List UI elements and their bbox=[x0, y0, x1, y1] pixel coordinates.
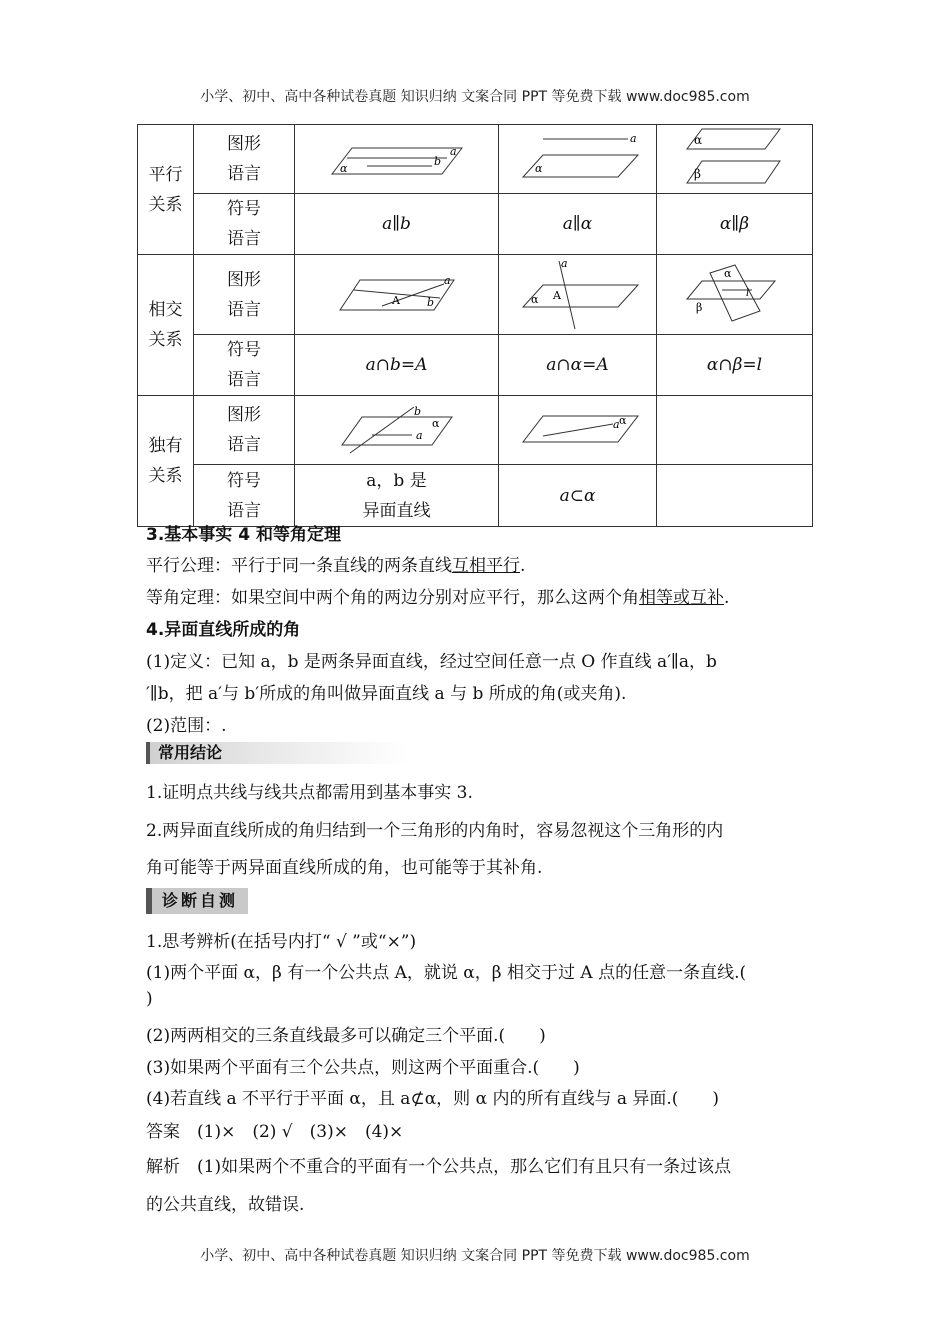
symbol-cell: a∩b=A bbox=[295, 335, 499, 396]
question-1-line-2: ) bbox=[146, 989, 153, 1009]
conclusion-2-line-2: 角可能等于两异面直线所成的角，也可能等于其补角. bbox=[146, 858, 543, 878]
label-text: 语言 bbox=[227, 500, 261, 521]
category-label: 相交 bbox=[148, 300, 183, 320]
line-plane-intersect-diagram bbox=[513, 259, 643, 331]
label-text: 图形 bbox=[227, 405, 261, 425]
figure-line-plane-parallel bbox=[499, 125, 657, 194]
symbol-cell bbox=[295, 465, 499, 527]
svg-text:a: a bbox=[629, 132, 637, 145]
figure-plane-plane-parallel bbox=[657, 125, 813, 194]
equal-angle-theorem bbox=[146, 583, 729, 608]
symbol-cell: α∩β=l bbox=[657, 335, 813, 396]
category-cell bbox=[138, 396, 194, 527]
underlined-answer: 互相平行 bbox=[452, 556, 520, 576]
analysis-line-2: 的公共直线，故错误. bbox=[146, 1195, 305, 1215]
svg-text:α: α bbox=[534, 162, 542, 175]
parallel-axiom bbox=[146, 551, 525, 576]
svg-text:A: A bbox=[391, 293, 400, 307]
figure-label-cell bbox=[194, 255, 295, 335]
definition-line-1: (1)定义：已知 a，b 是两条异面直线，经过空间任意一点 O 作直线 a′∥a，b bbox=[146, 652, 717, 672]
table-row bbox=[138, 465, 813, 527]
table-row bbox=[138, 335, 813, 396]
empty-cell bbox=[657, 465, 813, 527]
question-2: (2)两两相交的三条直线最多可以确定三个平面.( ) bbox=[146, 1026, 546, 1046]
label-text: 图形 bbox=[227, 134, 261, 154]
table-row bbox=[138, 396, 813, 465]
question-title: 1.思考辨析(在括号内打“ √ ”或“×”) bbox=[146, 932, 417, 952]
figure-skew-lines bbox=[295, 396, 499, 465]
svg-text:a: a bbox=[449, 145, 457, 158]
label-text: 符号 bbox=[227, 340, 261, 360]
figure-line-plane-intersect bbox=[499, 255, 657, 335]
svg-text:b: b bbox=[433, 155, 441, 168]
question-3: (3)如果两个平面有三个公共点，则这两个平面重合.( ) bbox=[146, 1058, 580, 1078]
symbol-cell: α∥β bbox=[657, 194, 813, 255]
figure-label-cell bbox=[194, 396, 295, 465]
symbol-label-cell bbox=[194, 465, 295, 527]
symbol-cell: a⊂α bbox=[499, 465, 657, 527]
category-label: 关系 bbox=[148, 194, 183, 215]
question-4: (4)若直线 a 不平行于平面 α，且 a⊄α，则 α 内的所有直线与 a 异面.( ) bbox=[146, 1089, 720, 1109]
table-row bbox=[138, 125, 813, 194]
label-text: 语言 bbox=[227, 164, 261, 184]
svg-text:α: α bbox=[530, 292, 538, 306]
plane-plane-intersect-diagram bbox=[680, 263, 790, 327]
category-label: 平行 bbox=[148, 164, 183, 185]
page-footer: 小学、初中、高中各种试卷真题 知识归纳 文案合同 PPT 等免费下载 www.doc985.com bbox=[200, 1248, 750, 1264]
relation-table bbox=[137, 124, 813, 527]
label-text: 语言 bbox=[227, 370, 261, 390]
svg-text:b: b bbox=[413, 405, 421, 418]
empty-cell bbox=[657, 396, 813, 465]
label-text: 符号 bbox=[227, 199, 261, 219]
category-label: 关系 bbox=[148, 466, 183, 486]
svg-text:α: α bbox=[339, 162, 347, 175]
svg-text:A: A bbox=[552, 288, 561, 302]
table-row bbox=[138, 255, 813, 335]
answer-line: 答案 (1)× (2) √ (3)× (4)× bbox=[146, 1122, 404, 1142]
figure-plane-plane-intersect bbox=[657, 255, 813, 335]
section3-title: 3.基本事实 4 和等角定理 bbox=[146, 525, 341, 545]
svg-text:β: β bbox=[695, 300, 702, 314]
figure-line-in-plane bbox=[499, 396, 657, 465]
symbol-label-cell bbox=[194, 194, 295, 255]
definition-line-2: ′∥b，把 a′与 b′所成的角叫做异面直线 a 与 b 所成的角(或夹角). bbox=[146, 684, 627, 704]
section4-title: 4.异面直线所成的角 bbox=[146, 620, 301, 640]
symbol-cell: a∥α bbox=[499, 194, 657, 255]
svg-text:α: α bbox=[693, 133, 702, 147]
svg-text:β: β bbox=[693, 167, 701, 181]
text: 平行公理：平行于同一条直线的两条直线 bbox=[146, 556, 452, 576]
conclusion-1: 1.证明点共线与线共点都需用到基本事实 3. bbox=[146, 783, 473, 803]
figure-label-cell bbox=[194, 125, 295, 194]
line-in-plane-diagram bbox=[513, 406, 643, 454]
svg-text:α: α bbox=[431, 417, 439, 430]
page-header: 小学、初中、高中各种试卷真题 知识归纳 文案合同 PPT 等免费下载 www.doc985.com bbox=[200, 89, 750, 105]
svg-text:a: a bbox=[560, 258, 568, 270]
range-line: (2)范围：. bbox=[146, 716, 227, 736]
svg-text:a: a bbox=[443, 273, 451, 287]
svg-text:l: l bbox=[745, 287, 749, 299]
symbol-cell: a∥b bbox=[295, 194, 499, 255]
svg-text:α: α bbox=[723, 266, 731, 280]
category-label: 关系 bbox=[148, 330, 183, 350]
symbol-text: a，b 是 bbox=[366, 470, 427, 491]
svg-text:a: a bbox=[415, 429, 423, 442]
symbol-label-cell bbox=[194, 335, 295, 396]
figure-lines-parallel bbox=[295, 125, 499, 194]
question-1-line-1: (1)两个平面 α，β 有一个公共点 A，就说 α，β 相交于过 A 点的任意一条直线.( bbox=[146, 963, 747, 983]
svg-text:α: α bbox=[618, 414, 626, 427]
label-text: 符号 bbox=[227, 470, 261, 491]
analysis-line-1: 解析 (1)如果两个不重合的平面有一个公共点，那么它们有且只有一条过该点 bbox=[146, 1157, 732, 1177]
skew-lines-diagram bbox=[332, 403, 462, 457]
lines-intersect-diagram bbox=[332, 270, 462, 320]
svg-text:a: a bbox=[612, 418, 620, 431]
conclusion-2-line-1: 2.两异面直线所成的角归结到一个三角形的内角时，容易忽视这个三角形的内 bbox=[146, 821, 724, 841]
category-cell bbox=[138, 255, 194, 396]
self-test-tag: 诊断自测 bbox=[146, 888, 248, 914]
common-conclusions-tag: 常用结论 bbox=[146, 742, 408, 764]
text: 等角定理：如果空间中两个角的两边分别对应平行，那么这两个角 bbox=[146, 588, 639, 608]
underlined-answer: 相等或互补 bbox=[639, 588, 724, 608]
symbol-cell: a∩α=A bbox=[499, 335, 657, 396]
text: . bbox=[724, 588, 730, 608]
figure-lines-intersect bbox=[295, 255, 499, 335]
line-plane-parallel-diagram bbox=[513, 129, 643, 189]
symbol-text: 异面直线 bbox=[362, 500, 431, 521]
table-row bbox=[138, 194, 813, 255]
label-text: 图形 bbox=[227, 269, 261, 290]
label-text: 语言 bbox=[227, 299, 261, 320]
parallel-lines-diagram bbox=[322, 134, 472, 184]
text: . bbox=[520, 556, 526, 576]
label-text: 语言 bbox=[227, 229, 261, 249]
category-label: 独有 bbox=[148, 436, 183, 456]
svg-text:b: b bbox=[426, 295, 434, 309]
category-cell bbox=[138, 125, 194, 255]
plane-plane-parallel-diagram bbox=[680, 127, 790, 191]
label-text: 语言 bbox=[227, 435, 261, 455]
